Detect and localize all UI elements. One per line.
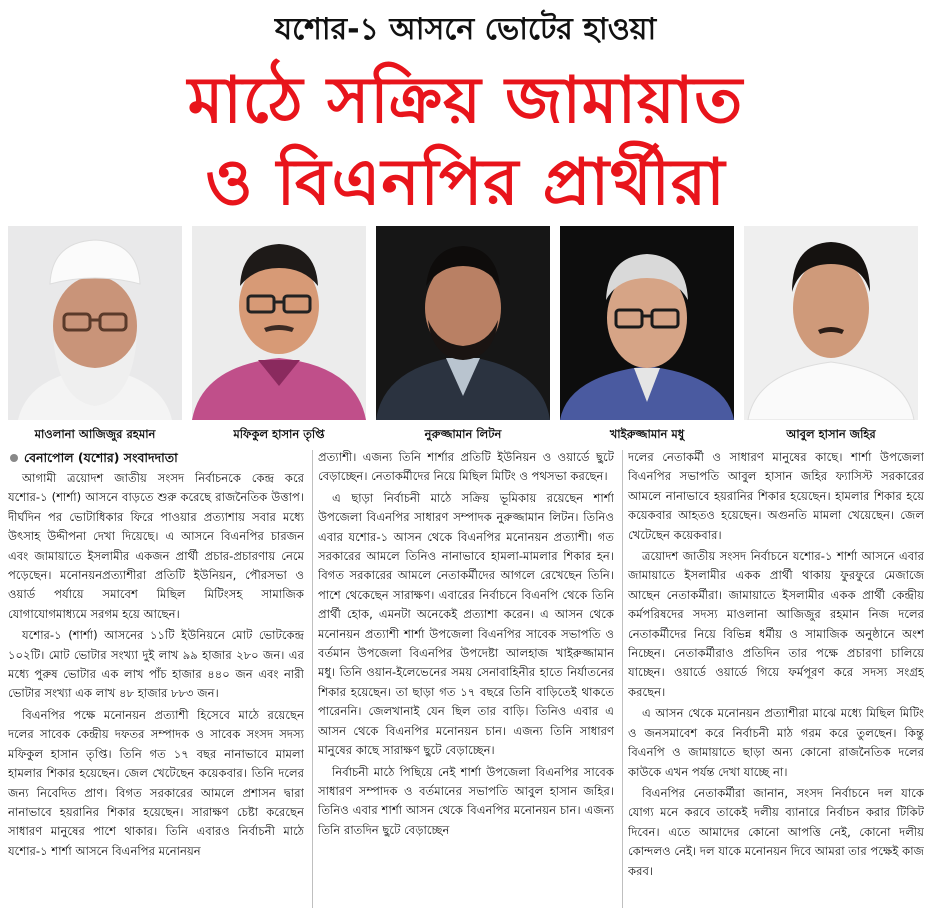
paragraph: নির্বাচনী মাঠে পিছিয়ে নেই শার্শা উপজেলা বিএনপির সাবেক সাধারণ সম্পাদক ও বর্তমানের সভাপতি আবুল হাসান জহির। তিনিও এবার শার্শা আসন থেকে বিএনপির মনোনয়ন চান। এজন্য তিনি রাতদিন ছুটে বেড়াচ্ছেন [318, 764, 614, 837]
photo-caption-4: খাইরুজ্জামান মধু [609, 427, 685, 441]
column-divider [622, 450, 623, 908]
article-column-2 [318, 448, 614, 910]
portrait-grey-hair-glasses-icon [560, 226, 734, 420]
paragraph: প্রত্যাশী। এজন্য তিনি শার্শার প্রতিটি ইউনিয়ন ও ওয়ার্ডে ছুটে বেড়াচ্ছেন। নেতাকর্মীদের নিয়ে মিছিল মিটিং ও পথসভা করছেন। [318, 450, 614, 484]
bullet-icon [10, 454, 18, 462]
kicker-title: যশোর-১ আসনে ভোটের হাওয়া [274, 12, 657, 47]
photo-candidate-3 [376, 226, 550, 420]
photo-caption-5: আবুল হাসান জহির [786, 427, 876, 441]
paragraph: যশোর-১ (শার্শা) আসনের ১১টি ইউনিয়নে মোট ভোটকেন্দ্র ১০২টি। মোট ভোটার সংখ্যা দুই লাখ ৯৯ হাজার ২৮০ জন। এর মধ্যে পুরুষ ভোটার এক লাখ পাঁচ হাজার ৪৪০ জন এবং নারী ভোটার সংখ্যা এক লাখ ৪৮ হাজার ৮৮৩ জন। [8, 628, 304, 701]
paragraph: দলের নেতাকর্মী ও সাধারণ মানুষের কাছে। শার্শা উপজেলা বিএনপির সভাপতি আবুল হাসান জহির ফ্যাসিস্ট সরকারের আমলে নানাভাবে হয়রানির শিকার হয়েছেন। হামলার শিকার হয়ে কয়েকবার আহতও হয়েছেন। অগুনতি মামলা খেয়েছেন। জেল খেটেছেন কয়েকবার। [628, 450, 924, 542]
photo-candidate-5 [744, 226, 918, 420]
portrait-pink-panjabi-glasses-icon [192, 226, 366, 420]
photo-candidate-2 [192, 226, 366, 420]
article-column-1 [8, 448, 304, 910]
column-divider [312, 450, 313, 908]
byline [8, 448, 304, 468]
paragraph: ত্রয়োদশ জাতীয় সংসদ নির্বাচনে যশোর-১ শার্শা আসনে এবার জামায়াতে ইসলামীর একক প্রার্থী থাকায় ফুরফুরে মেজাজে আছেন নেতাকর্মীরা। জামায়াতে ইসলামীর একক প্রার্থী কেন্দ্রীয় কর্মপরিষদের সদস্য মাওলানা আজিজুর রহমান নিজ দলের নেতাকর্মীদের নিয়ে বিভিন্ন ধর্মীয় ও সামাজিক অনুষ্ঠানে অংশ নিচ্ছেন। নেতাকর্মীরাও প্রতিদিন তার পক্ষে প্রচারণা চালিয়ে যাচ্ছেন। ওয়ার্ডে ওয়ার্ডে গিয়ে ফর্মপূরণ করে সদস্য সংগ্রহ করছেন। [628, 549, 924, 699]
byline-text: বেনাপোল (যশোর) সংবাদদাতা [24, 450, 178, 465]
photo-candidate-1 [8, 226, 182, 420]
paragraph: বিএনপির নেতাকর্মীরা জানান, সংসদ নির্বাচনে দল যাকে যোগ্য মনে করবে তাকেই দলীয় ব্যানারে নির্বাচন করার টিকিট দিবেন। এতে আমাদের কোনো আপত্তি নেই, কোনো দলীয় কোন্দলও নেই। দল যাকে মনোনয়ন দিবে আমরা তার পক্ষেই কাজ করব। [628, 785, 924, 878]
headline-line-2: ও বিএনপির প্রার্থীরা [205, 146, 726, 220]
paragraph: আগামী ত্রয়োদশ জাতীয় সংসদ নির্বাচনকে কেন্দ্র করে যশোর-১ (শার্শা) আসনে বাড়তে শুরু করেছে রাজনৈতিক উত্তাপ। দীর্ঘদিন পর ভোটাধিকার ফিরে পাওয়ার প্রত্যাশায় সবার মধ্যে উৎসাহ উদ্দীপনা দেখা দিয়েছে। এ আসনে বিএনপির চারজন এবং জামায়াতে ইসলামীর একজন প্রার্থী প্রচার-প্রচারণায় নেমে পড়েছেন। মনোনয়নপ্রত্যাশীরা প্রতিটি ইউনিয়ন, পৌরসভা ও ওয়ার্ড পর্যায়ে সমাবেশ মিছিল মিটিংসহ সামাজিক যোগাযোগমাধ্যমে সরগম হয়ে আছেন। [8, 471, 304, 621]
portrait-dark-suit-beard-icon [376, 226, 550, 420]
paragraph: এ আসন থেকে মনোনয়ন প্রত্যাশীরা মাঝে মধ্যে মিছিল মিটিং ও জনসমাবেশ করে নির্বাচনী মাঠ গরম করে তুলছেন। কিন্তু বিএনপি ও জামায়াতে ছাড়া অন্য কোনো রাজনৈতিক দলের কাউকে এখন পর্যন্ত দেখা যাচ্ছে না। [628, 706, 924, 779]
paragraph: এ ছাড়া নির্বাচনী মাঠে সক্রিয় ভূমিকায় রয়েছেন শার্শা উপজেলা বিএনপির সাধারণ সম্পাদক নুরুজ্জামান লিটন। তিনিও এবার যশোর-১ আসন থেকে বিএনপির মনোনয়ন প্রত্যাশী। গত সরকারের আমলে তিনিও নানাভাবে হামলা-মামলার শিকার হন। বিগত সরকারের আমলে নেতাকর্মীদের আগলে রেখেছেন তিনি। পাশে থেকেছেন সারাক্ষণ। এবারের নির্বাচনে বিএনপি থেকে তিনি প্রার্থী হোক, এমনটা অনেকেই প্রত্যাশা করেন। এ আসন থেকে মনোনয়ন প্রত্যাশী শার্শা উপজেলা বিএনপির সাবেক সভাপতি ও বর্তমান উপজেলা বিএনপির উপদেষ্টা আলহাজ খাইরুজ্জামান মধু। তিনি ওয়ান-ইলেভেনের সময় সেনাবাহিনীর হাতে নির্যাতনের শিকার হয়েছেন। তা ছাড়া গত ১৭ বছরে তিনি বাড়িতেই থাকতে পারেননি। জেলখানাই যেন ছিল তার বাড়ি। তিনিও এবার এ আসন থেকে বিএনপির মনোনয়ন চান। এজন্য তিনি সাধারণ মানুষের কাছে সারাক্ষণ ছুটে বেড়াচ্ছেন। [318, 490, 614, 758]
headline-line-1: মাঠে সক্রিয় জামায়াত [187, 64, 744, 138]
portrait-white-cap-beard-icon [8, 226, 182, 420]
photo-candidate-4 [560, 226, 734, 420]
photo-caption-1: মাওলানা আজিজুর রহমান [34, 427, 156, 441]
article-column-3 [628, 448, 924, 910]
photo-caption-3: নুরুজ্জামান লিটন [424, 427, 502, 441]
portrait-white-shirt-icon [744, 226, 918, 420]
paragraph: বিএনপির পক্ষে মনোনয়ন প্রত্যাশী হিসেবে মাঠে রয়েছেন দলের সাবেক কেন্দ্রীয় দফতর সম্পাদক ও সাবেক সংসদ সদস্য মফিকুল হাসান তৃপ্তি। তিনি গত ১৭ বছর নানাভাবে মামলা হামলার শিকার হয়েছেন। জেল খেটেছেন কয়েকবার। তিনি দলের জন্য নিবেদিত প্রাণ। বিগত সরকারের আমলে প্রশাসন দ্বারা নানাভাবে হয়রানির শিকার হয়েছেন। সারাক্ষণ চেষ্টা করেছেন সাধারণ মানুষের পাশে থাকার। তিনি এবারও নির্বাচনী মাঠে যশোর-১ শার্শা আসনে বিএনপির মনোনয়ন [8, 707, 304, 858]
photo-caption-2: মফিকুল হাসান তৃপ্তি [233, 427, 325, 441]
